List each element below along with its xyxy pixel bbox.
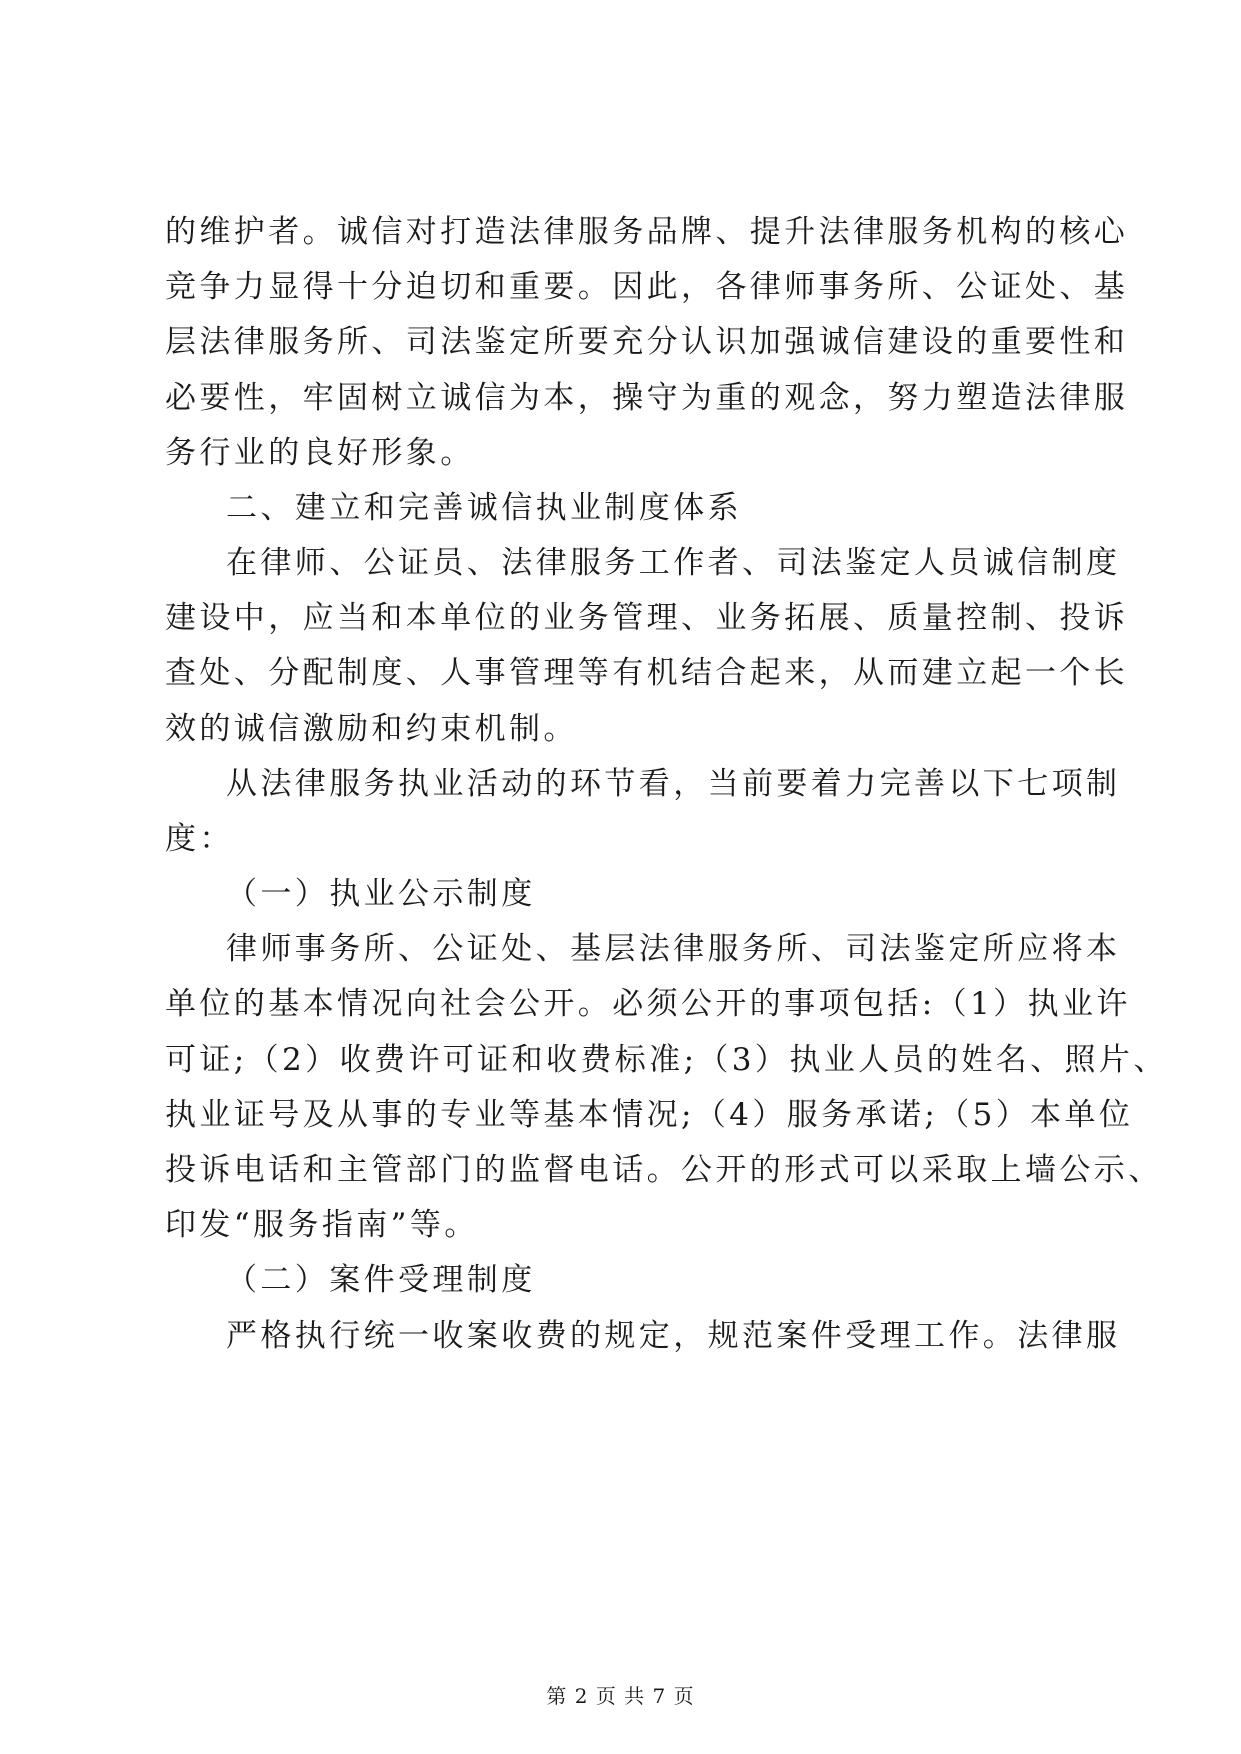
paragraph-first-line: 在律师、公证员、法律服务工作者、司法鉴定人员诚信制度 <box>226 545 1121 581</box>
text-line: 的维护者。诚信对打造法律服务品牌、提升法律服务机构的核心 <box>165 214 1129 250</box>
text-line: 可证;（2）收费许可证和收费标准;（3）执业人员的姓名、照片、 <box>165 1042 1168 1078</box>
subsection-heading: （一）执业公示制度 <box>226 876 536 912</box>
text-line: 层法律服务所、司法鉴定所要充分认识加强诚信建设的重要性和 <box>165 324 1129 360</box>
subsection-heading: （二）案件受理制度 <box>226 1262 536 1298</box>
text-line: 竞争力显得十分迫切和重要。因此，各律师事务所、公证处、基 <box>165 269 1129 305</box>
text-line: 度： <box>165 821 234 857</box>
text-line: 单位的基本情况向社会公开。必须公开的事项包括:（1）执业许 <box>165 986 1131 1022</box>
section-heading: 二、建立和完善诚信执业制度体系 <box>226 490 742 526</box>
paragraph-first-line: 严格执行统一收案收费的规定，规范案件受理工作。法律服 <box>226 1318 1121 1354</box>
text-line: 投诉电话和主管部门的监督电话。公开的形式可以采取上墙公示、 <box>165 1152 1163 1188</box>
text-line: 效的诚信激励和约束机制。 <box>165 711 578 747</box>
paragraph-first-line: 律师事务所、公证处、基层法律服务所、司法鉴定所应将本 <box>226 931 1121 967</box>
text-line: 必要性，牢固树立诚信为本，操守为重的观念，努力塑造法律服 <box>165 380 1129 416</box>
paragraph-first-line: 从法律服务执业活动的环节看，当前要着力完善以下七项制 <box>226 766 1121 802</box>
text-line: 执业证号及从事的专业等基本情况;（4）服务承诺;（5）本单位 <box>165 1097 1134 1133</box>
text-line: 查处、分配制度、人事管理等有机结合起来，从而建立起一个长 <box>165 655 1129 691</box>
text-line: 印发“服务指南”等。 <box>165 1207 479 1243</box>
text-line: 建设中，应当和本单位的业务管理、业务拓展、质量控制、投诉 <box>165 600 1129 636</box>
page-number-footer: 第 2 页 共 7 页 <box>546 1684 695 1708</box>
text-line: 务行业的良好形象。 <box>165 435 475 471</box>
